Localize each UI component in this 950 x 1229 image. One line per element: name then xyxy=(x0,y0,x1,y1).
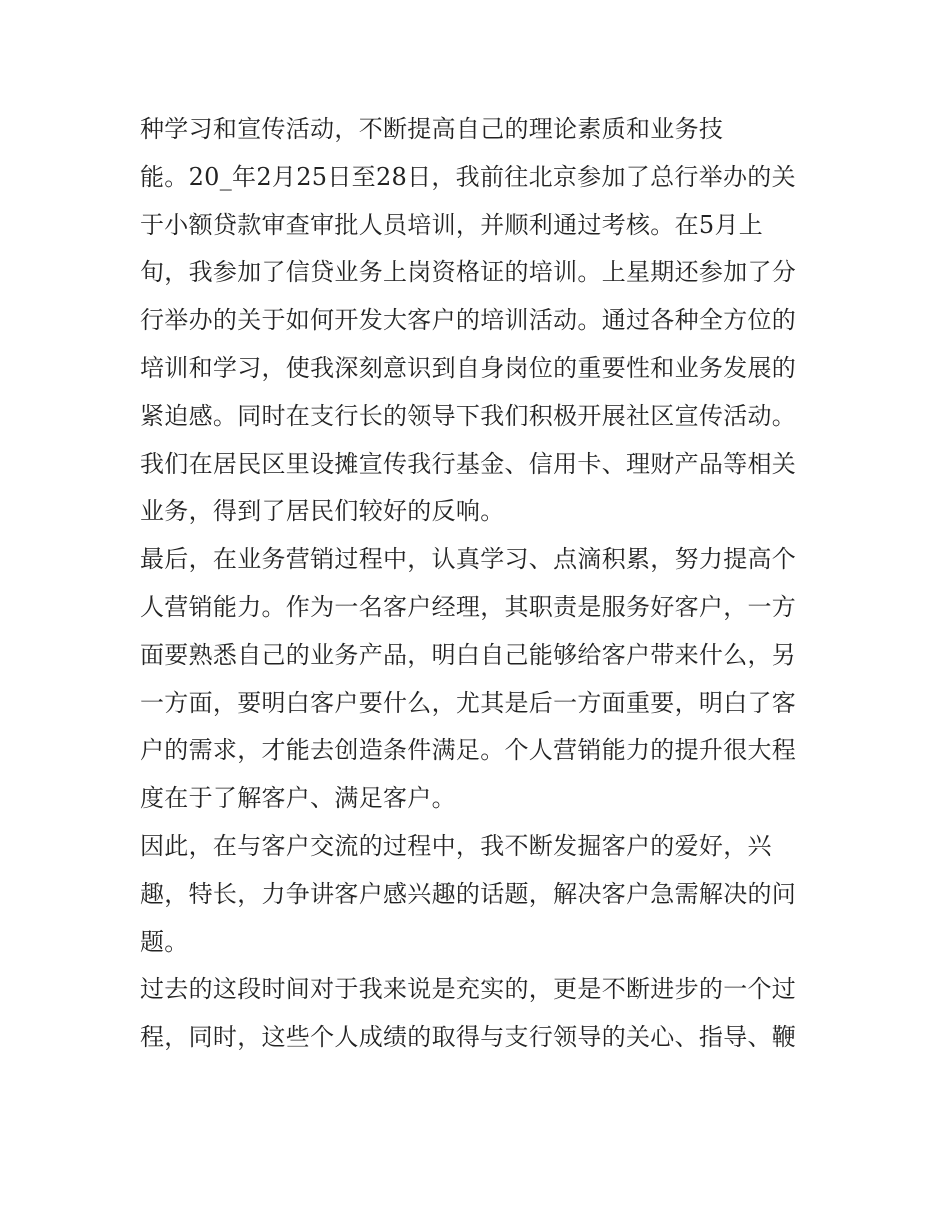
text-line: 培训和学习，使我深刻意识到自身岗位的重要性和业务发展的 xyxy=(140,353,797,382)
text-line: 于小额贷款审查审批人员培训，并顺利通过考核。在5月上 xyxy=(140,210,764,239)
text-line: 旬，我参加了信贷业务上岗资格证的培训。上星期还参加了分 xyxy=(140,258,797,287)
text-line: 题。 xyxy=(140,927,189,956)
text-line: 行举办的关于如何开发大客户的培训活动。通过各种全方位的 xyxy=(140,306,797,335)
text-line: 面要熟悉自己的业务产品，明白自己能够给客户带来什么，另 xyxy=(140,640,797,669)
text-line: 种学习和宣传活动，不断提高自己的理论素质和业务技 xyxy=(140,115,724,143)
text-line: 一方面，要明白客户要什么，尤其是后一方面重要，明白了客 xyxy=(140,688,797,717)
text-line: 过去的这段时间对于我来说是充实的，更是不断进步的一个过 xyxy=(140,975,797,1004)
document-body xyxy=(140,106,820,1062)
text-line: 趣，特长，力争讲客户感兴趣的话题，解决客户急需解决的问 xyxy=(140,879,797,908)
text-line: 人营销能力。作为一名客户经理，其职责是服务好客户，一方 xyxy=(140,592,797,621)
text-line: 程，同时，这些个人成绩的取得与支行领导的关心、指导、鞭 xyxy=(140,1023,797,1052)
text-line: 紧迫感。同时在支行长的领导下我们积极开展社区宣传活动。 xyxy=(140,401,797,430)
text-line: 我们在居民区里设摊宣传我行基金、信用卡、理财产品等相关 xyxy=(140,449,797,478)
text-line: 最后，在业务营销过程中，认真学习、点滴积累，努力提高个 xyxy=(140,545,797,574)
text-line: 业务，得到了居民们较好的反响。 xyxy=(140,497,505,526)
text-line: 户的需求，才能去创造条件满足。个人营销能力的提升很大程 xyxy=(140,736,797,765)
text-line: 因此，在与客户交流的过程中，我不断发掘客户的爱好，兴 xyxy=(140,831,772,860)
text-line: 度在于了解客户、满足客户。 xyxy=(140,784,456,813)
text-line: 能。20_年2月25日至28日，我前往北京参加了总行举办的关 xyxy=(140,162,796,191)
